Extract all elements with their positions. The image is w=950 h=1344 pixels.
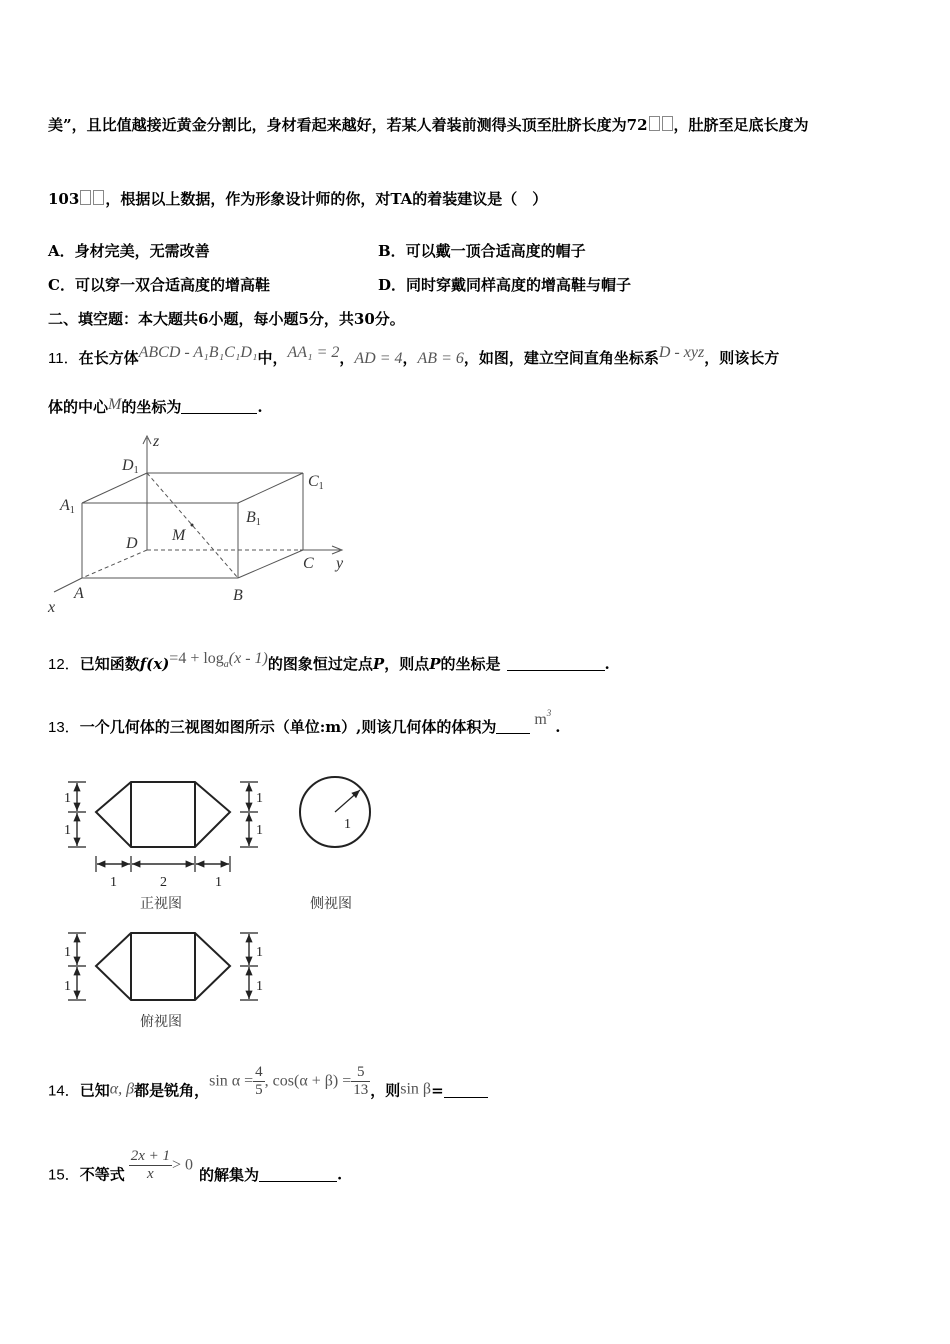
side-view-label: 侧视图 — [310, 896, 352, 912]
label-c1: C1 — [308, 473, 324, 492]
label-a: A — [74, 585, 84, 602]
q14-line: 14．已知α, β都是锐角，sin α = $\frac{4}{5}$ , cos(α + β) = $\frac{5}{13}$ ，则sin β= — [48, 1064, 488, 1101]
missing-glyph-icon — [80, 190, 91, 205]
dim-label: 2 — [160, 875, 167, 890]
answer-blank — [507, 670, 605, 671]
radius-label: 1 — [344, 817, 351, 832]
dim-label: 1 — [64, 945, 71, 960]
answer-blank — [181, 413, 257, 414]
label-y: y — [336, 555, 344, 572]
label-d: D — [126, 535, 138, 552]
q15-line: 15．不等式 $\frac{2x + 1}{x}$ > 0的解集为 . — [48, 1148, 343, 1184]
q10-option-c: C．可以穿一双合适高度的增高鞋 — [48, 276, 270, 294]
answer-blank — [259, 1181, 337, 1182]
q10-option-a: A．身材完美，无需改善 — [48, 242, 210, 260]
edge-cb — [238, 550, 303, 578]
q11-line1: 11．在长方体ABCD - A₁B₁C₁D₁中，AA₁ = 2，AD = 4，AB = 6，如图，建立空间直角坐标系D - xyz，则该长方 — [48, 344, 780, 367]
dim-label: 1 — [256, 979, 263, 994]
q11-line2: 体的中心M的坐标为 . — [48, 396, 263, 416]
center-point-m — [191, 524, 194, 527]
dim-label: 1 — [256, 791, 263, 806]
fraction-4-5: $\frac{4}{5}$ — [255, 1064, 263, 1098]
missing-glyph-icon — [93, 190, 104, 205]
label-z: z — [153, 433, 160, 450]
answer-blank — [444, 1097, 488, 1098]
fraction-5-13: $\frac{5}{13}$ — [353, 1064, 369, 1098]
front-view-shape — [96, 782, 230, 847]
edge-d1a1 — [82, 473, 147, 503]
three-view-figure — [60, 770, 380, 1040]
front-view-label: 正视图 — [140, 896, 182, 912]
label-x: x — [48, 599, 56, 616]
q10-line2: 103 ，根据以上数据，作为形象设计师的你，对TA的着装建议是（ ） — [48, 190, 548, 208]
dim-label: 1 — [215, 875, 222, 890]
answer-blank — [496, 733, 530, 734]
q13-line: 13．一个几何体的三视图如图所示（单位:m）,则该几何体的体积为 $m^3$. — [48, 708, 561, 736]
top-view-label: 俯视图 — [140, 1014, 182, 1030]
fraction-2x1-x: $\frac{2x + 1}{x}$ — [130, 1148, 170, 1182]
q10-option-d: D．同时穿戴同样高度的增高鞋与帽子 — [378, 276, 632, 294]
label-m: M — [172, 527, 186, 544]
radius-arrow — [335, 790, 360, 812]
label-a1: A1 — [60, 497, 75, 516]
dim-label: 1 — [110, 875, 117, 890]
dim-label: 1 — [256, 823, 263, 838]
q10-line1: 美”，且比值越接近黄金分割比，身材看起来越好，若某人着装前测得头顶至肚脐长度为72 ，肚脐至足底长度为 — [48, 116, 809, 134]
missing-glyph-icon — [649, 116, 660, 131]
edge-da — [82, 550, 147, 578]
dim-label: 1 — [256, 945, 263, 960]
label-b: B — [233, 587, 243, 604]
missing-glyph-icon — [662, 116, 673, 131]
dim-label: 1 — [64, 823, 71, 838]
section-heading: 二、填空题：本大题共6小题，每小题5分，共30分。 — [48, 310, 405, 328]
edge-c1b1 — [238, 473, 303, 503]
dim-label: 1 — [64, 979, 71, 994]
label-c: C — [303, 555, 314, 572]
dim-label: 1 — [64, 791, 71, 806]
label-b1: B1 — [246, 509, 261, 528]
cuboid-figure — [40, 430, 360, 620]
q12-line: 12．已知函数f(x)=4 + loga(x - 1)的图象恒过定点P，则点P的坐标是 . — [48, 650, 610, 673]
label-d1: D1 — [122, 457, 139, 476]
top-view-shape — [96, 933, 230, 1000]
q10-option-b: B．可以戴一顶合适高度的帽子 — [378, 242, 586, 260]
